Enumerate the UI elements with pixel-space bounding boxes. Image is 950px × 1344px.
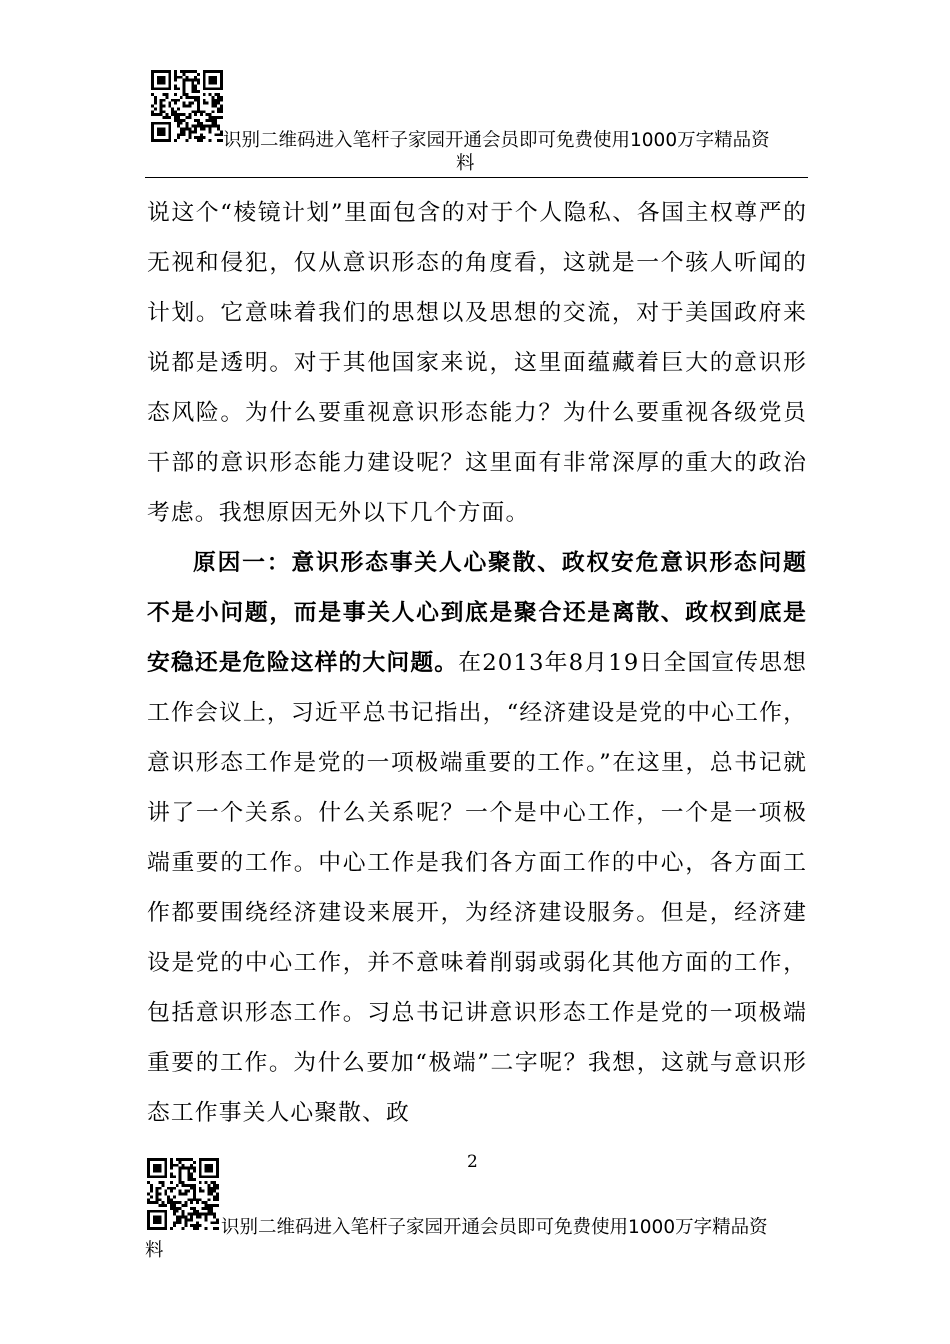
- footer-promo-line-1: 识别二维码进入笔杆子家园开通会员即可免费使用1000万字精品资: [221, 1217, 768, 1238]
- header-divider: [145, 177, 808, 178]
- header-promo-text: [223, 129, 770, 175]
- footer-promo-line-2: 料: [145, 1240, 164, 1261]
- header-promo-line-2: 料: [456, 153, 475, 174]
- footer-promo-text: [145, 1216, 768, 1262]
- qr-code-icon: [151, 70, 223, 142]
- paragraph: [147, 538, 807, 1138]
- document-body: [147, 188, 807, 1138]
- paragraph-text: 在2013年8月19日全国宣传思想工作会议上，习近平总书记指出，“经济建设是党的中心工作，意识形态工作是党的一项极端重要的工作。”在这里，总书记就讲了一个关系。什么关系呢？一个是中心工作，一个是一项极端重要的工作。中心工作是我们各方面工作的中心，各方面工作都要围绕经济建设来展开，为经济建设服务。但是，经济建设是党的中心工作，并不意味着削弱或弱化其他方面的工作，包括意识形态工作。习总书记讲意识形态工作是党的一项极端重要的工作。为什么要加“极端”二字呢？我想，这就与意识形态工作事关人心聚散、政: [147, 650, 807, 1126]
- paragraph: 说这个“棱镜计划”里面包含的对于个人隐私、各国主权尊严的无视和侵犯，仅从意识形态的角度看，这就是一个骇人听闻的计划。它意味着我们的思想以及思想的交流，对于美国政府来说都是透明。对于其他国家来说，这里面蕴藏着巨大的意识形态风险。为什么要重视意识形态能力？为什么要重视各级党员干部的意识形态能力建设呢？这里面有非常深厚的重大的政治考虑。我想原因无外以下几个方面。: [147, 200, 807, 526]
- qr-code-icon: [147, 1158, 219, 1230]
- paragraph-heading: 原因一：意识形态事关人心聚散、政权安危意识形态问题不是小问题，而是事关人心到底是聚合还是离散、政权到底是安稳还是危险这样的大问题。: [147, 550, 807, 676]
- page-number: 2: [467, 1152, 478, 1172]
- header-promo-line-1: 识别二维码进入笔杆子家园开通会员即可免费使用1000万字精品资: [223, 130, 770, 151]
